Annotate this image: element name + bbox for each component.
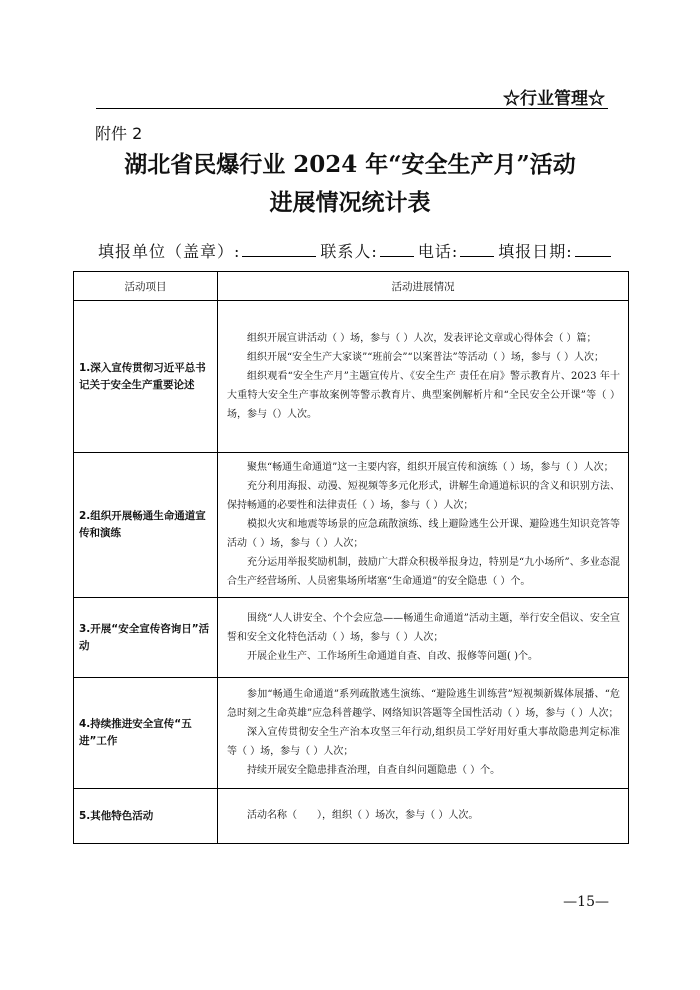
row-item-label: 3.开展“安全宣传咨询日”活动 xyxy=(74,598,218,678)
table-row xyxy=(74,453,629,598)
document-title-line1: 湖北省民爆行业 2024 年“安全生产月”活动 xyxy=(124,151,576,178)
document-title-line2: 进展情况统计表 xyxy=(269,189,431,216)
row-item-label: 4.持续推进安全宣传“五进”工作 xyxy=(74,678,218,789)
detail-line: 持续开展安全隐患排查治理，自查自纠问题隐患（ ）个。 xyxy=(247,765,501,776)
row-item-label: 1.深入宣传贯彻习近平总书记关于安全生产重要论述 xyxy=(74,301,218,453)
detail-line: 组织观看“安全生产月”主题宣传片、《安全生产 责任在肩》警示教育片、2023 年十大重特大安全生产事故案例等警示教育片、典型案例解析片和“全民安全公开课”等（ ）场，参与（）人次。 xyxy=(227,370,620,420)
detail-line: 组织开展“安全生产大家谈”“班前会”“以案普法”等活动（ ）场，参与（ ）人次； xyxy=(247,351,605,363)
detail-line: 组织开展宣讲活动（ ）场，参与（ ）人次，发表评论文章或心得体会（ ）篇； xyxy=(247,332,597,344)
detail-line: 充分运用举报奖励机制，鼓励广大群众积极举报身边，特别是“九小场所”、多业态混合生产经营场所、人员密集场所堵塞“生命通道”的安全隐患（ ）个。 xyxy=(227,557,620,587)
row-details xyxy=(218,678,629,789)
row-item-label: 2.组织开展畅通生命通道宣传和演练 xyxy=(74,453,218,598)
detail-line: 开展企业生产、工作场所生命通道自查、自改、报修等问题( )个。 xyxy=(247,650,538,662)
row-details xyxy=(218,301,629,453)
detail-line: 参加“畅通生命通道”系列疏散逃生演练、“避险逃生训练营”短视频新媒体展播、“危急时刻之生命英雄”应急科普趣学、网络知识答题等全国性活动（ ）场，参与（ ）人次； xyxy=(227,689,620,719)
row-details xyxy=(218,453,629,598)
detail-line: 聚焦“畅通生命通道”这一主要内容，组织开展宣传和演练（ ）场，参与（ ）人次； xyxy=(247,462,614,473)
detail-line: 模拟火灾和地震等场景的应急疏散演练、线上避险逃生公开课、避险逃生知识竞答等活动（ ）场，参与（ ）人次； xyxy=(227,519,620,549)
table-row xyxy=(74,678,629,789)
row-details xyxy=(218,598,629,678)
detail-line: 充分利用海报、动漫、短视频等多元化形式，讲解生命通道标识的含义和识别方法、保持畅通的必要性和法律责任（ ）场，参与（ ）人次； xyxy=(227,481,620,511)
table-row xyxy=(74,598,629,678)
attachment-label: 附件 2 xyxy=(95,124,143,143)
progress-table xyxy=(73,271,629,844)
header-divider xyxy=(96,108,608,109)
section-header-label: ☆行业管理☆ xyxy=(503,89,605,109)
detail-line: 深入宣传贯彻安全生产治本攻坚三年行动,组织员工学好用好重大事故隐患判定标准等（ ）场，参与（ ）人次； xyxy=(227,727,620,757)
phone-label: 电话: xyxy=(417,242,459,261)
detail-line: 活动名称（ ），组织（ ）场次，参与（ ）人次。 xyxy=(247,810,479,821)
detail-line: 围绕“人人讲安全、个个会应急——畅通生命通道”活动主题，举行安全倡议、安全宣誓和安全文化特色活动（ ）场，参与（ ）人次； xyxy=(227,612,620,643)
date-label: 填报日期: xyxy=(498,242,573,261)
form-fill-row xyxy=(98,239,615,262)
date-blank xyxy=(575,242,611,257)
phone-blank xyxy=(460,242,494,257)
table-row xyxy=(74,789,629,844)
row-details xyxy=(218,789,629,844)
table-row xyxy=(74,301,629,453)
column-header-item: 活动项目 xyxy=(74,272,218,301)
page-number: —15— xyxy=(563,894,609,910)
contact-blank xyxy=(380,242,414,257)
contact-label: 联系人: xyxy=(320,242,378,261)
table-header-row xyxy=(74,272,629,301)
unit-label: 填报单位（盖章）: xyxy=(98,242,241,261)
column-header-progress: 活动进展情况 xyxy=(218,272,629,301)
unit-blank xyxy=(242,242,316,257)
row-item-label: 5.其他特色活动 xyxy=(74,789,218,844)
